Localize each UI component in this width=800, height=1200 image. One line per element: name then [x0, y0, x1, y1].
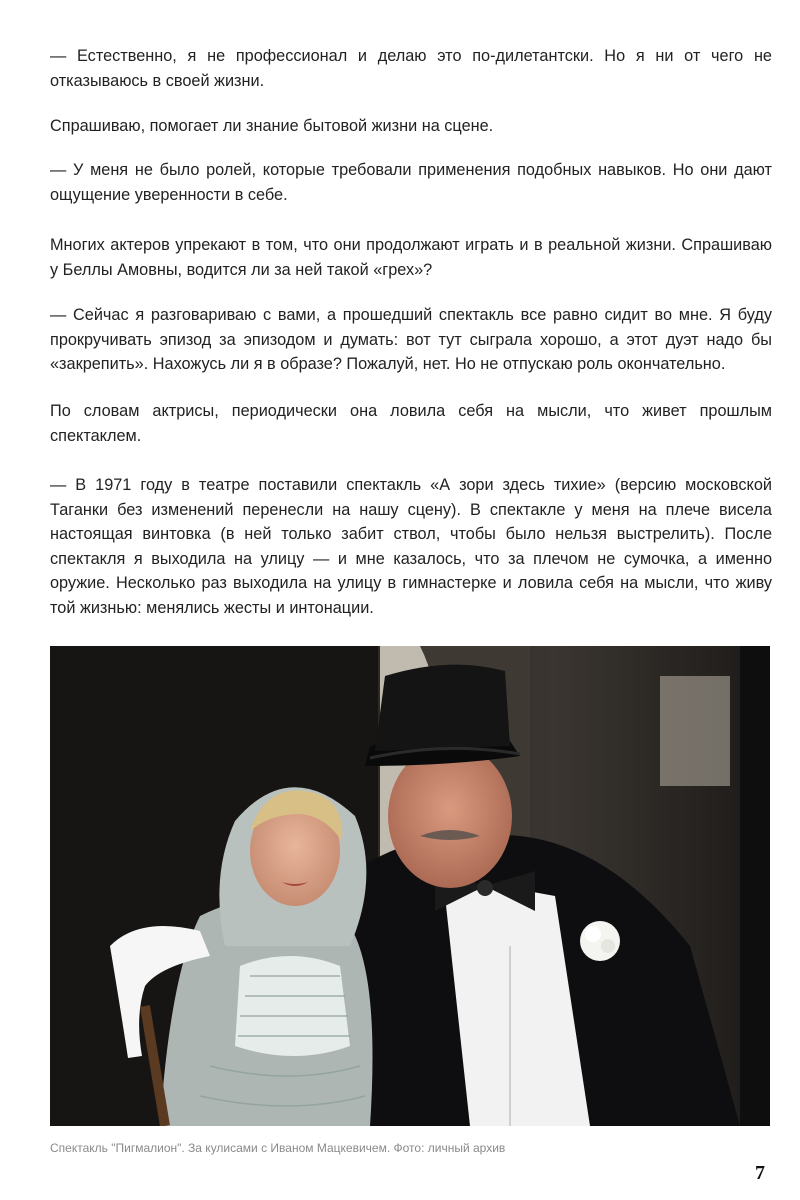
page-number: 7 [755, 1162, 765, 1184]
article-paragraph: По словам актрисы, периодически она ловила себя на мысли, что живет прошлым спектаклем. [50, 402, 772, 445]
article-paragraph: — Сейчас я разговариваю с вами, а прошедший спектакль все равно сидит во мне. Я буду прокручивать эпизод за эпизодом и думать: вот тут сыграла хорошо, а этот дуэт надо бы «закрепить». Нахожусь ли я в образе? Пожалуй, нет. Но не отпускаю роль окончательно. [50, 306, 772, 373]
article-paragraph: — В 1971 году в театре поставили спектакль «А зори здесь тихие» (версию московской Таганки без изменений перенесли на нашу сцену). В спектакле у меня на плече висела настоящая винтовка (в ней только забит ствол, чтобы было нельзя выстрелить). После спектакля я выходила на улицу — и мне казалось, что за плечом не сумочка, а именно оружие. Несколько раз выходила на улицу в гимнастерке и ловила себя на мысли, что живу той жизнью: менялись жесты и интонации. [50, 476, 772, 617]
photo-illustration [50, 646, 770, 1126]
article-paragraph: Спрашиваю, помогает ли знание бытовой жизни на сцене. [50, 117, 494, 135]
photo-caption: Спектакль "Пигмалион". За кулисами с Иваном Мацкевичем. Фото: личный архив [50, 1141, 506, 1155]
article-paragraph: Многих актеров упрекают в том, что они продолжают играть и в реальной жизни. Спрашиваю у Беллы Амовны, водится ли за ней такой «грех»? [50, 236, 772, 279]
article-paragraph: — У меня не было ролей, которые требовали применения подобных навыков. Но они дают ощущение уверенности в себе. [50, 161, 772, 204]
article-paragraph: — Естественно, я не профессионал и делаю это по-дилетантски. Но я ни от чего не отказываюсь в своей жизни. [50, 47, 772, 90]
article-photo [50, 646, 770, 1126]
